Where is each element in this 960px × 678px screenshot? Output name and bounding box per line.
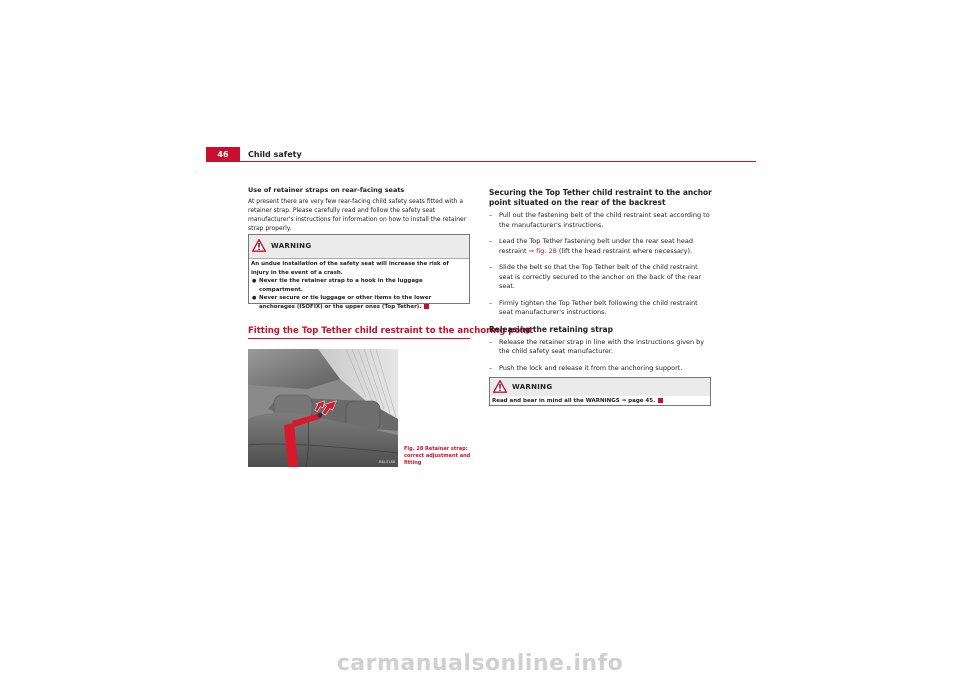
end-of-section-mark <box>424 304 429 309</box>
warning-bullet-anchorages-text: Never secure or tie luggage or other items to the lower anchorages (ISOFIX) or the upper ones (Top Tether). <box>259 295 432 310</box>
warning-triangle-icon <box>493 380 507 393</box>
rear-facing-paragraph: At present there are very few rear-facing child safety seats fitted with a retainer strap. Please carefully read and follow the safety seat manufacturer's instructions for information on how to install the retainer strap properly. <box>248 198 467 232</box>
releasing-steps <box>489 338 713 374</box>
step-release-strap: – Release the retainer strap in line with the instructions given by the child safety seat manufacturer. <box>489 338 713 357</box>
figure-reference-link[interactable]: ⇒ fig. 28 <box>528 246 557 255</box>
step-slide-belt: – Slide the belt so that the Top Tether belt of the child restraint seat is correctly secured to the anchor on the back of the rear seat. <box>489 263 713 292</box>
warning-text-content: Read and bear in mind all the WARNINGS ⇒ page 45. <box>492 398 656 404</box>
rear-facing-subheading: Use of retainer straps on rear-facing seats <box>248 186 405 194</box>
warning-box-installation <box>248 234 470 310</box>
header-divider <box>206 161 756 162</box>
step-lead-belt-text: Lead the Top Tether fastening belt under the rear seat head restraint <box>499 237 694 255</box>
left-column <box>248 186 472 233</box>
step-lead-belt-tail: (lift the head restraint where necessary). <box>556 246 693 255</box>
warning-box-read-warnings <box>489 377 711 406</box>
warning-title: WARNING <box>512 383 553 391</box>
securing-heading: Securing the Top Tether child restraint to the anchor point situated on the rear of the backrest <box>489 188 712 207</box>
securing-steps <box>489 211 713 318</box>
section-heading-top-tether: Fitting the Top Tether child restraint to the anchoring point <box>248 326 534 336</box>
right-column <box>489 188 713 380</box>
section-divider <box>248 338 470 339</box>
step-pull-out-belt: – Pull out the fastening belt of the child restraint seat according to the manufacturer's instructions. <box>489 211 713 230</box>
releasing-heading: Releasing the retaining strap <box>489 324 613 334</box>
warning-bullet-luggage-hook: ● Never tie the retainer strap to a hook in the luggage compartment. <box>251 277 467 294</box>
warning-title: WARNING <box>271 242 312 250</box>
chapter-title: Child safety <box>248 150 302 159</box>
figure-retainer-strap-illustration <box>248 349 398 467</box>
warning-triangle-icon <box>252 239 266 252</box>
warning-body <box>251 260 467 311</box>
warning-intro: An undue installation of the safety seat will increase the risk of injury in the event of a crash. <box>251 261 449 276</box>
step-lead-belt <box>489 237 713 256</box>
warning-body <box>492 397 708 406</box>
figure-code: B6J-0188 <box>379 460 396 464</box>
step-tighten-belt: – Firmly tighten the Top Tether belt following the child restraint seat manufacturer's instructions. <box>489 299 713 318</box>
watermark: carmanualsonline.info <box>336 651 624 676</box>
end-of-section-mark <box>658 398 663 403</box>
step-push-lock: – Push the lock and release it from the anchoring support. <box>489 364 713 374</box>
warning-bullet-anchorages <box>251 294 467 311</box>
figure-caption: Fig. 28 Retainer strap: correct adjustment and fitting <box>404 446 471 466</box>
warning-text <box>492 397 708 406</box>
page-number: 46 <box>206 147 240 162</box>
